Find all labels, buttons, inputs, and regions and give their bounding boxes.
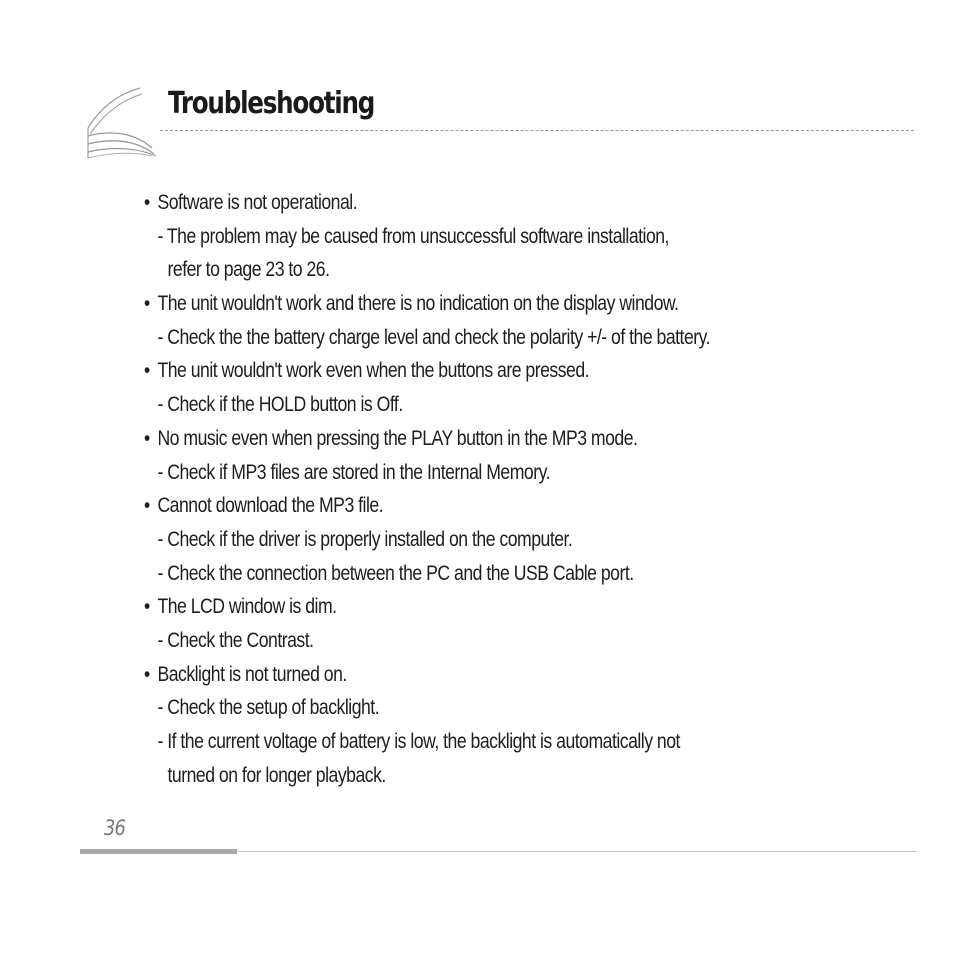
title-dashed-rule [160,130,914,131]
issue-text: Backlight is not turned on. [157,662,347,686]
bullet-dot-icon: • [144,662,150,686]
bullet-dot-icon: • [144,494,150,518]
issue-item [144,186,782,220]
issue-text: Cannot download the MP3 file. [157,494,384,518]
solution-line: - Check if MP3 files are stored in the Internal Memory. [157,460,550,484]
issue-text: Software is not operational. [157,191,358,214]
solution-line: - Check if the HOLD button is Off. [157,393,403,417]
solution-continuation: turned on for longer playback. [167,763,386,787]
issue-text: No music even when pressing the PLAY button in the MP3 mode. [157,426,638,450]
issue-item [144,422,782,456]
solution-line: - Check the setup of backlight. [157,696,380,720]
bullet-dot-icon: • [144,359,150,383]
footer-rule [237,851,916,852]
footer-accent-bar [80,849,237,854]
issue-item [144,354,782,388]
issue-text: The unit wouldn't work even when the buttons are pressed. [157,359,590,383]
issue-text: The unit wouldn't work and there is no indication on the display window. [157,292,679,316]
bullet-dot-icon: • [144,292,150,316]
page-number: 36 [104,816,126,840]
issue-item [144,590,782,624]
solution-line: - Check the connection between the PC and the USB Cable port. [157,561,634,585]
solution-line: - Check the the battery charge level and check the polarity +/- of the battery. [157,325,711,349]
solution-line: - Check the Contrast. [157,628,314,652]
bullet-dot-icon: • [144,595,150,619]
solution-line: - The problem may be caused from unsuccessful software installation, [157,224,669,248]
troubleshooting-list [144,186,904,792]
solution-continuation: refer to page 23 to 26. [167,258,330,282]
solution-line: - Check if the driver is properly installed on the computer. [157,527,573,551]
issue-item [144,489,782,523]
issue-text: The LCD window is dim. [157,595,337,619]
solution-line: - If the current voltage of battery is low, the backlight is automatically not [157,730,680,753]
bullet-dot-icon: • [144,426,150,450]
issue-item [144,658,782,692]
bullet-dot-icon: • [144,191,150,214]
swoosh-lines-icon [82,86,158,162]
issue-item [144,287,782,321]
page-title: Troubleshooting [168,86,375,121]
